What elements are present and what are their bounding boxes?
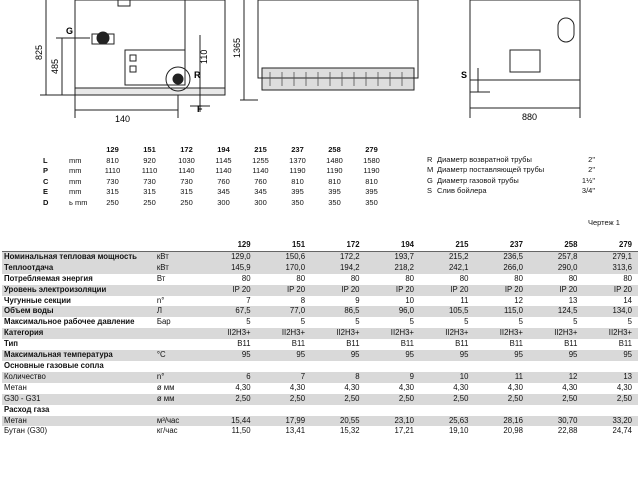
spec-cell: 290,0	[529, 263, 583, 274]
legend-size: 2"	[588, 165, 595, 175]
figure-caption: Чертеж 1	[588, 218, 620, 227]
dim-cell: 760	[254, 176, 267, 186]
spec-cell	[311, 361, 365, 372]
spec-unit	[155, 405, 202, 416]
spec-cell	[420, 361, 474, 372]
spec-cell	[257, 405, 311, 416]
spec-unit: ø мм	[156, 382, 175, 392]
spec-cell: IP 20	[474, 285, 528, 296]
dim-cell: 1140	[252, 166, 269, 175]
dim-cell: 1190	[326, 166, 343, 175]
spec-cell: II2H3+	[583, 328, 638, 339]
spec-cell: 2,50	[529, 394, 583, 405]
spec-cell: 5	[573, 317, 578, 327]
legend-size: 2"	[588, 155, 595, 164]
spec-row	[2, 274, 638, 285]
spec-unit: n°	[155, 372, 202, 383]
spec-cell: 194,2	[311, 263, 365, 274]
spec-cell: 2,50	[311, 394, 365, 405]
dim-cell: 395	[365, 187, 378, 196]
spec-cell: 4,30	[344, 382, 360, 392]
legend-item	[427, 186, 595, 196]
spec-cell: 193,7	[366, 251, 420, 262]
dim-485: 485	[50, 58, 60, 74]
spec-cell: 12	[514, 295, 523, 305]
dim-header: 215	[254, 145, 267, 154]
dim-unit: mm	[69, 176, 82, 186]
spec-cell: 150,6	[257, 251, 311, 262]
spec-unit	[155, 285, 202, 296]
pipe-legend	[427, 155, 595, 196]
dim-header: 237	[291, 145, 304, 154]
spec-cell: 2,50	[202, 394, 256, 405]
dim-r: R	[194, 70, 201, 80]
spec-row	[2, 372, 638, 383]
legend-item	[427, 155, 595, 165]
dim-cell: 1580	[363, 155, 380, 165]
spec-header-model: 151	[292, 240, 306, 249]
spec-cell: IP 20	[311, 285, 365, 296]
spec-cell: 22,88	[557, 426, 578, 436]
dimension-table	[40, 145, 390, 208]
dim-cell: 395	[328, 187, 341, 196]
dim-cell: 1145	[215, 155, 232, 165]
dim-cell: 250	[143, 197, 156, 207]
dim-140: 140	[115, 114, 131, 124]
dim-cell: 1110	[104, 166, 121, 175]
dim-header: 129	[106, 145, 119, 154]
spec-cell: 19,10	[448, 426, 469, 436]
spec-header-model: 215	[455, 240, 469, 249]
dim-f: F	[197, 104, 203, 114]
legend-key: M	[427, 165, 434, 175]
spec-cell: IP 20	[529, 285, 583, 296]
dim-cell: 350	[291, 197, 304, 207]
dim-header: 279	[365, 145, 378, 154]
dim-cell: 250	[180, 197, 193, 207]
spec-cell: II2H3+	[474, 328, 528, 339]
spec-cell: 242,1	[420, 263, 474, 274]
spec-unit: Бар	[156, 317, 171, 327]
legend-key: G	[427, 175, 433, 185]
spec-cell: 4,30	[453, 382, 469, 392]
spec-cell: 28,16	[474, 416, 528, 427]
spec-cell: 24,74	[612, 426, 632, 436]
dim-cell: 345	[254, 187, 267, 196]
spec-row	[2, 394, 638, 405]
spec-unit	[155, 361, 202, 372]
spec-cell	[202, 361, 256, 372]
spec-unit: м³/час	[155, 416, 202, 427]
spec-cell: IP 20	[366, 285, 420, 296]
dim-cell: 315	[143, 187, 156, 196]
spec-param-name: Метан	[4, 382, 27, 392]
legend-size: 1½"	[581, 175, 595, 185]
spec-unit	[155, 328, 202, 339]
spec-cell	[257, 361, 311, 372]
spec-cell: 10	[405, 295, 414, 305]
spec-cell: 218,2	[366, 263, 420, 274]
spec-cell: 8	[311, 372, 365, 383]
spec-param-name: Чугунные секции	[4, 295, 71, 305]
spec-cell: 80	[623, 273, 632, 283]
dim-cell: 1190	[363, 166, 380, 175]
legend-key: S	[427, 185, 433, 195]
spec-cell	[366, 361, 420, 372]
spec-cell: 10	[420, 372, 474, 383]
spec-cell: 8	[300, 295, 306, 305]
spec-cell: II2H3+	[529, 328, 583, 339]
spec-row	[2, 317, 638, 328]
spec-cell: 4,30	[562, 382, 578, 392]
dim-825: 825	[34, 44, 44, 60]
dim-header: 258	[328, 145, 341, 154]
dimension-row	[40, 166, 390, 177]
spec-cell: 95	[366, 350, 420, 361]
spec-cell	[366, 405, 420, 416]
spec-cell: 5	[464, 317, 469, 327]
dim-cell: 350	[328, 197, 341, 207]
spec-row	[2, 306, 638, 317]
legend-size: 3/4"	[581, 185, 595, 195]
dimension-row	[40, 187, 390, 198]
spec-unit: Вт	[156, 273, 166, 283]
spec-unit: кВт	[155, 251, 202, 262]
dim-cell: 730	[143, 176, 156, 186]
dim-label: E	[43, 187, 49, 196]
dim-cell: 810	[365, 176, 378, 186]
spec-param-name: Потребляемая энергия	[4, 273, 93, 283]
spec-cell: 95	[311, 350, 365, 361]
spec-cell: 17,21	[394, 426, 414, 436]
spec-row	[2, 285, 638, 296]
spec-param-name: Максимальное рабочее давление	[4, 317, 135, 327]
dim-cell: 345	[217, 187, 230, 196]
technical-drawing	[0, 0, 640, 140]
legend-desc: Диаметр поставляющей трубы	[437, 165, 545, 175]
spec-cell: B11	[237, 339, 251, 349]
spec-cell: 80	[405, 273, 414, 283]
spec-param-name: Уровень электроизоляции	[2, 285, 155, 296]
spec-cell: 7	[246, 295, 251, 305]
dim-header: 151	[143, 145, 156, 154]
spec-cell: 257,8	[529, 251, 583, 262]
spec-cell	[202, 405, 256, 416]
spec-cell: 96,0	[366, 306, 420, 317]
legend-item	[427, 176, 595, 186]
dim-unit: ь mm	[69, 197, 88, 207]
spec-cell: 13	[583, 372, 638, 383]
spec-cell: 5	[246, 317, 251, 327]
spec-cell	[474, 405, 528, 416]
spec-cell: 5	[518, 317, 523, 327]
dim-cell: 1030	[178, 155, 195, 165]
dim-label: D	[43, 197, 49, 207]
spec-param-name: Теплоотдача	[2, 263, 155, 274]
spec-unit	[155, 339, 202, 350]
spec-row	[2, 361, 638, 372]
spec-cell	[529, 361, 583, 372]
dim-cell: 730	[180, 176, 193, 186]
dim-s: S	[461, 70, 468, 80]
dim-cell: 810	[291, 176, 304, 186]
dim-cell: 810	[328, 176, 341, 186]
spec-cell: 2,50	[366, 394, 420, 405]
spec-cell: 95	[257, 350, 311, 361]
spec-cell: 17,99	[257, 416, 311, 427]
spec-cell: 115,0	[474, 306, 528, 317]
legend-desc: Слив бойлера	[437, 185, 487, 195]
spec-row	[2, 263, 638, 274]
spec-param-name: Метан	[2, 416, 155, 427]
spec-cell	[583, 361, 638, 372]
spec-cell: 12	[529, 372, 583, 383]
spec-cell	[474, 361, 528, 372]
spec-cell: II2H3+	[420, 328, 474, 339]
spec-cell: II2H3+	[257, 328, 311, 339]
dim-cell: 730	[106, 176, 119, 186]
spec-cell: 95	[474, 350, 528, 361]
spec-cell: 9	[355, 295, 360, 305]
spec-row	[2, 296, 638, 307]
dim-cell: 920	[143, 155, 156, 165]
dim-cell: 1255	[252, 155, 269, 165]
spec-cell: IP 20	[583, 285, 638, 296]
dim-1365: 1365	[232, 37, 242, 58]
spec-table	[2, 240, 638, 437]
dim-cell: 350	[365, 197, 378, 207]
spec-cell: B11	[618, 339, 632, 349]
spec-cell: 11,50	[231, 426, 251, 436]
spec-cell: 25,63	[420, 416, 474, 427]
spec-param-name: G30 - G31	[2, 394, 155, 405]
spec-cell: 13	[568, 295, 578, 305]
spec-cell: B11	[346, 339, 360, 349]
spec-cell: 4,30	[398, 382, 414, 392]
dim-cell: 1140	[178, 166, 195, 175]
spec-cell: 15,44	[202, 416, 256, 427]
spec-cell: 80	[241, 273, 251, 283]
spec-param-name: Объем воды	[2, 306, 155, 317]
spec-cell: 172,2	[311, 251, 365, 262]
spec-cell: 14	[623, 295, 632, 305]
dim-cell: 250	[106, 197, 119, 207]
spec-cell: 80	[514, 273, 523, 283]
spec-unit: кВт	[155, 263, 202, 274]
spec-cell: 266,0	[474, 263, 528, 274]
dim-cell: 1480	[326, 155, 343, 165]
spec-cell: 313,6	[583, 263, 638, 274]
spec-cell: 5	[300, 317, 306, 327]
spec-cell: 134,0	[583, 306, 638, 317]
spec-cell	[311, 405, 365, 416]
spec-cell: 2,50	[474, 394, 528, 405]
dim-label: C	[43, 176, 49, 186]
dim-header: 194	[217, 145, 230, 154]
spec-cell: IP 20	[257, 285, 311, 296]
spec-cell: 95	[529, 350, 583, 361]
spec-cell: 80	[350, 273, 360, 283]
spec-header-blank	[155, 240, 202, 251]
spec-cell: 5	[355, 317, 360, 327]
spec-row	[2, 339, 638, 350]
dim-unit: mm	[69, 166, 82, 175]
spec-cell: 95	[202, 350, 256, 361]
spec-param-name: Категория	[2, 328, 155, 339]
spec-header-blank	[2, 240, 155, 251]
spec-cell: 105,5	[420, 306, 474, 317]
spec-cell: II2H3+	[311, 328, 365, 339]
spec-header-row	[2, 240, 638, 251]
spec-cell: B11	[291, 339, 306, 349]
spec-row	[2, 383, 638, 394]
spec-cell: II2H3+	[202, 328, 256, 339]
spec-cell: 124,5	[529, 306, 583, 317]
spec-cell: 4,30	[616, 382, 632, 392]
spec-cell: 80	[568, 273, 578, 283]
spec-cell: 80	[296, 273, 306, 283]
spec-row	[2, 426, 638, 437]
dim-cell: 1190	[289, 166, 306, 175]
spec-unit: ø мм	[155, 394, 202, 405]
spec-cell: II2H3+	[366, 328, 420, 339]
spec-cell: 4,30	[235, 382, 251, 392]
legend-item	[427, 165, 595, 175]
dim-header: 172	[180, 145, 193, 154]
spec-cell: 30,70	[529, 416, 583, 427]
legend-desc: Диаметр возвратной трубы	[437, 155, 532, 164]
spec-cell: 215,2	[420, 251, 474, 262]
spec-cell: 86,5	[311, 306, 365, 317]
spec-param-name: Максимальная температура	[2, 350, 155, 361]
spec-param-name: Основные газовые сопла	[4, 360, 104, 370]
spec-cell	[420, 405, 474, 416]
spec-unit: кг/час	[156, 426, 178, 436]
dim-cell: 300	[254, 197, 267, 207]
spec-cell: B11	[509, 339, 523, 349]
spec-cell: 236,5	[474, 251, 528, 262]
dim-cell: 1110	[141, 166, 158, 175]
dim-cell: 760	[217, 176, 230, 186]
spec-unit: °C	[155, 350, 202, 361]
dim-label: L	[43, 155, 48, 165]
spec-cell: 11	[474, 372, 528, 383]
spec-unit: n°	[156, 295, 165, 305]
spec-header-model: 237	[509, 240, 523, 249]
dim-unit: mm	[69, 187, 82, 196]
spec-param-name: Номинальная тепловая мощность	[2, 251, 155, 262]
spec-header-model: 194	[400, 240, 414, 249]
spec-cell: 23,10	[366, 416, 420, 427]
spec-header-model: 279	[618, 240, 632, 249]
dim-cell: 1140	[215, 166, 232, 175]
spec-cell: 145,9	[202, 263, 256, 274]
dim-110: 110	[199, 49, 209, 64]
spec-param-name: Расход газа	[4, 404, 50, 414]
dim-unit: mm	[69, 155, 82, 165]
spec-param-name: Тип	[4, 339, 18, 349]
spec-cell: 279,1	[583, 251, 638, 262]
dimension-row	[40, 198, 390, 209]
dim-label: P	[43, 166, 49, 175]
dim-cell: 300	[217, 197, 230, 207]
spec-cell: 15,32	[340, 426, 360, 436]
dim-cell: 1370	[289, 155, 306, 165]
spec-cell: 5	[409, 317, 414, 327]
spec-row	[2, 350, 638, 361]
spec-cell: 6	[202, 372, 256, 383]
spec-cell: 7	[257, 372, 311, 383]
spec-cell: 80	[459, 273, 469, 283]
spec-cell: 13,41	[285, 426, 306, 436]
spec-header-model: 129	[237, 240, 251, 249]
spec-cell: 2,50	[420, 394, 474, 405]
dim-cell: 315	[106, 187, 119, 196]
spec-cell: 129,0	[202, 251, 256, 262]
spec-param-name: Количество	[2, 372, 155, 383]
dim-cell: 315	[180, 187, 193, 196]
spec-cell: 20,55	[311, 416, 365, 427]
dimension-table-header	[40, 145, 390, 156]
spec-cell: B11	[455, 339, 469, 349]
spec-row	[2, 405, 638, 416]
spec-cell	[529, 405, 583, 416]
spec-cell: 20,98	[503, 426, 523, 436]
spec-row	[2, 416, 638, 427]
dim-880: 880	[522, 112, 538, 122]
dimension-row	[40, 177, 390, 188]
spec-cell: 4,30	[507, 382, 523, 392]
spec-cell: 95	[583, 350, 638, 361]
spec-cell: 77,0	[257, 306, 311, 317]
spec-cell: B11	[400, 339, 414, 349]
spec-cell: B11	[564, 339, 578, 349]
spec-cell: 2,50	[257, 394, 311, 405]
spec-cell: 67,5	[202, 306, 256, 317]
spec-cell: 2,50	[583, 394, 638, 405]
spec-param-name: Бутан (G30)	[4, 426, 48, 436]
spec-cell	[583, 405, 638, 416]
dim-g: G	[66, 26, 74, 36]
legend-desc: Диаметр газовой трубы	[437, 175, 519, 185]
spec-cell: 9	[366, 372, 420, 383]
spec-cell: 95	[420, 350, 474, 361]
spec-cell: 4,30	[289, 382, 306, 392]
spec-cell: IP 20	[420, 285, 474, 296]
legend-key: R	[427, 155, 433, 164]
spec-cell: 33,20	[583, 416, 638, 427]
dim-cell: 810	[106, 155, 119, 165]
spec-cell: 11	[460, 295, 469, 305]
spec-row	[2, 328, 638, 339]
dim-cell: 395	[291, 187, 304, 196]
spec-cell: 170,0	[257, 263, 311, 274]
spec-header-model: 258	[564, 240, 578, 249]
spec-cell: 5	[627, 317, 632, 327]
dimension-row	[40, 156, 390, 167]
spec-header-model: 172	[346, 240, 360, 249]
spec-unit: Л	[155, 306, 202, 317]
spec-row	[2, 251, 638, 262]
spec-cell: IP 20	[202, 285, 256, 296]
